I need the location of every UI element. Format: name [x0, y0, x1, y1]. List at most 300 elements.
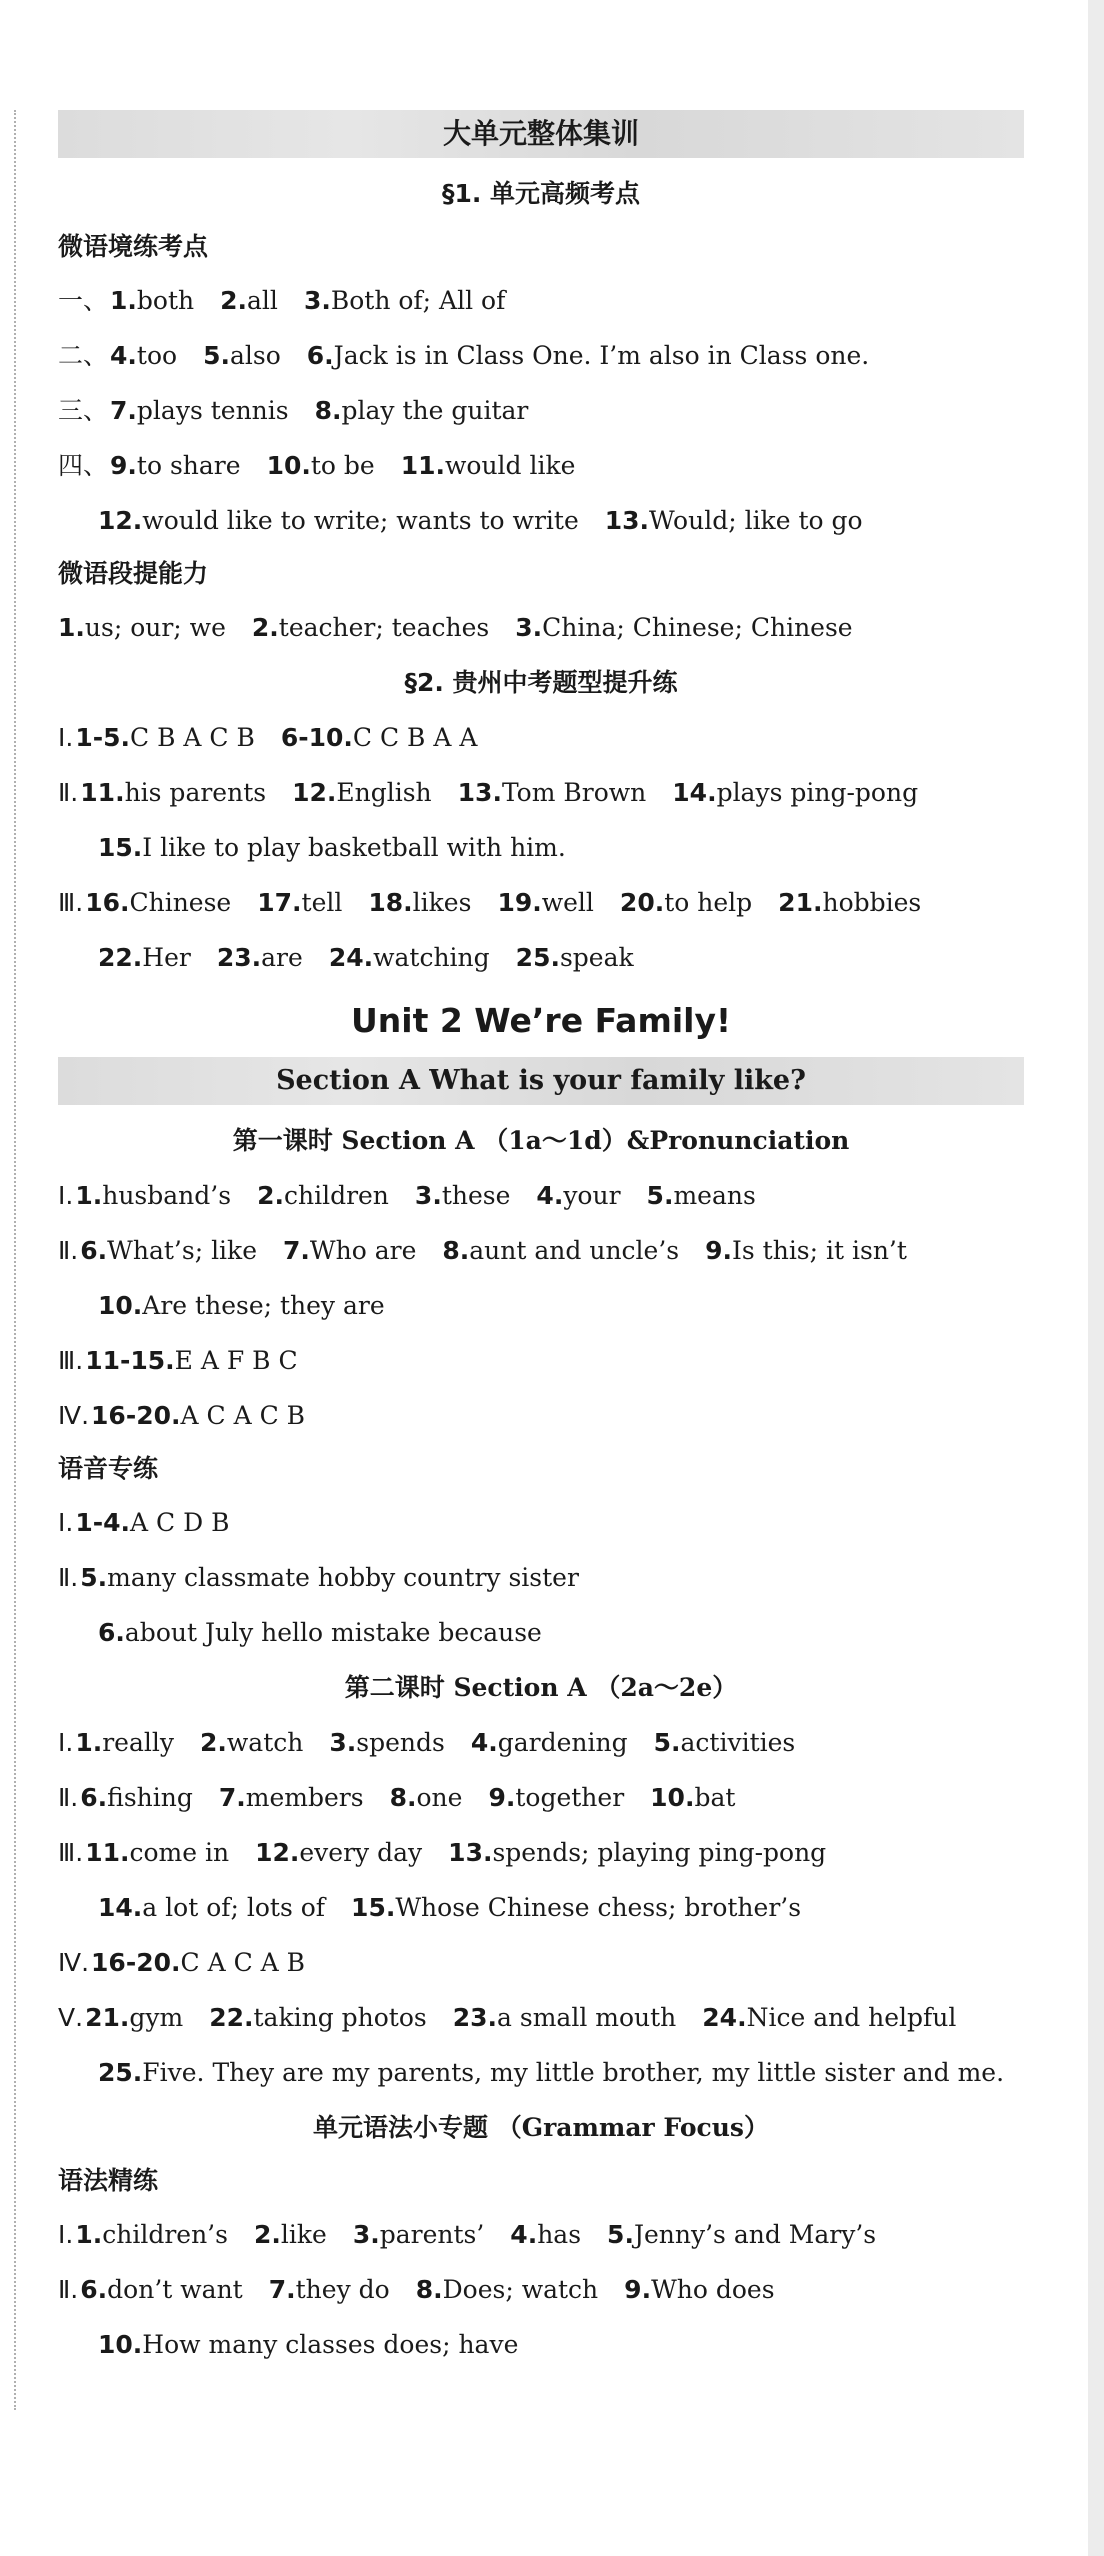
- section-marker: Ⅱ.: [58, 1563, 79, 1592]
- answer-text: Is this; it isn’t: [732, 1236, 907, 1265]
- answer-line: [58, 820, 1024, 875]
- answer-group: [58, 710, 1024, 985]
- number-dot: .: [97, 1236, 108, 1265]
- answer-text: What’s; like: [107, 1236, 258, 1265]
- section-marker: 二、: [58, 341, 109, 370]
- answer-text: has: [537, 2220, 582, 2249]
- number-dot: .: [269, 613, 279, 642]
- number-dot: .: [403, 888, 413, 917]
- binding-margin-line: [14, 110, 16, 2410]
- answer-key-page: [58, 110, 1024, 2372]
- question-number: 4: [510, 2220, 528, 2249]
- question-number: 4: [110, 341, 128, 370]
- number-dot: .: [120, 1508, 130, 1537]
- answer-text: Her: [142, 943, 191, 972]
- number-dot: .: [220, 341, 230, 370]
- answer-line: [58, 1935, 1024, 1990]
- question-number: 8: [415, 2275, 434, 2304]
- answer-text: spends: [356, 1728, 445, 1757]
- question-number: 8: [389, 1783, 407, 1812]
- number-dot: .: [127, 451, 137, 480]
- number-dot: .: [363, 943, 374, 972]
- question-number: 17: [257, 888, 293, 917]
- number-dot: .: [812, 888, 823, 917]
- answer-text: speak: [559, 943, 634, 972]
- answer-line: [58, 1550, 1024, 1605]
- question-number: 9: [705, 1236, 723, 1265]
- number-dot: .: [132, 2330, 143, 2359]
- answer-text: bat: [694, 1783, 736, 1812]
- answer-text: well: [541, 888, 594, 917]
- answer-text: they do: [295, 2275, 390, 2304]
- answer-text: C C B A A: [352, 723, 478, 752]
- question-number: 2: [200, 1728, 218, 1757]
- section-marker: Ⅳ.: [58, 1401, 90, 1430]
- number-dot: .: [326, 778, 337, 807]
- answer-text: spends; playing ping-pong: [492, 1838, 827, 1867]
- answer-text: to help: [664, 888, 753, 917]
- answer-text: would like: [445, 451, 576, 480]
- answer-line: [58, 2317, 1024, 2372]
- answer-text: us; our; we: [84, 613, 226, 642]
- answer-line: [58, 930, 1024, 985]
- answer-text: hobbies: [822, 888, 922, 917]
- question-number: 1: [75, 1181, 93, 1210]
- number-dot: .: [532, 613, 543, 642]
- number-dot: .: [346, 1728, 357, 1757]
- answer-line: [58, 1770, 1024, 1825]
- question-number: 5: [203, 341, 221, 370]
- number-dot: .: [343, 723, 353, 752]
- answer-text: Who are: [309, 1236, 417, 1265]
- answer-line: [58, 1990, 1024, 2045]
- question-number: 15: [351, 1893, 386, 1922]
- answer-text: Five. They are my parents, my little brother, my little sister and me.: [142, 2058, 1005, 2087]
- question-number: 5: [653, 1728, 671, 1757]
- question-number: 8: [442, 1236, 460, 1265]
- question-number: 23: [452, 2003, 488, 2032]
- section-marker: Ⅲ.: [58, 1838, 84, 1867]
- answer-text: these: [441, 1181, 511, 1210]
- question-number: 9: [624, 2275, 642, 2304]
- question-number: 7: [110, 396, 128, 425]
- question-number: 14: [672, 778, 708, 807]
- answer-text: don’t want: [107, 2275, 243, 2304]
- number-dot: .: [274, 1181, 284, 1210]
- question-number: 4: [470, 1728, 489, 1757]
- answer-line: [58, 600, 1024, 655]
- answer-line: [58, 383, 1024, 438]
- question-number: 9: [488, 1783, 506, 1812]
- answer-text: to be: [310, 451, 375, 480]
- number-dot: .: [505, 1783, 516, 1812]
- number-dot: .: [433, 2275, 443, 2304]
- number-dot: .: [654, 888, 665, 917]
- question-number: 21: [85, 2003, 120, 2032]
- answer-text: taking photos: [253, 2003, 427, 2032]
- number-dot: .: [132, 506, 143, 535]
- number-dot: .: [300, 1236, 310, 1265]
- question-number: 23: [216, 943, 252, 972]
- section-marker: Ⅰ.: [58, 1508, 74, 1537]
- answer-line: [58, 1278, 1024, 1333]
- question-number: 18: [368, 888, 404, 917]
- number-dot: .: [132, 1893, 143, 1922]
- unit-review-banner: 大单元整体集训: [58, 110, 1024, 158]
- question-number: 21: [778, 888, 813, 917]
- question-number: 2: [257, 1181, 275, 1210]
- question-number: 13: [604, 506, 640, 535]
- number-dot: .: [92, 1728, 103, 1757]
- answer-line: [58, 1333, 1024, 1388]
- number-dot: .: [385, 1893, 396, 1922]
- answer-text: A C D B: [130, 1508, 230, 1537]
- answer-line: [58, 2045, 1024, 2100]
- question-number: 10: [98, 2330, 133, 2359]
- answer-text: are: [261, 943, 303, 972]
- section-marker: Ⅴ.: [58, 2003, 84, 2032]
- answer-text: a lot of; lots of: [142, 1893, 326, 1922]
- answer-text: too: [136, 341, 178, 370]
- number-dot: .: [324, 341, 334, 370]
- question-number: 4: [536, 1181, 554, 1210]
- number-dot: .: [127, 396, 137, 425]
- number-dot: .: [487, 2003, 498, 2032]
- answer-line: [58, 875, 1024, 930]
- question-number: 3: [329, 1728, 347, 1757]
- number-dot: .: [407, 1783, 417, 1812]
- question-number: 1-5: [75, 723, 121, 752]
- question-number: 7: [283, 1236, 301, 1265]
- question-number: 12: [292, 778, 327, 807]
- answer-text: tell: [301, 888, 343, 917]
- answer-text: How many classes does; have: [142, 2330, 519, 2359]
- answer-text: likes: [412, 888, 472, 917]
- question-number: 1: [75, 1728, 93, 1757]
- answer-text: both: [136, 286, 195, 315]
- number-dot: .: [488, 1728, 498, 1757]
- number-dot: .: [97, 2275, 108, 2304]
- section-marker: Ⅰ.: [58, 723, 74, 752]
- question-number: 25: [98, 2058, 133, 2087]
- question-number: 6-10: [280, 723, 344, 752]
- section-marker: 三、: [58, 396, 109, 425]
- answer-text: a small mouth: [497, 2003, 677, 2032]
- question-number: 9: [110, 451, 128, 480]
- number-dot: .: [639, 506, 650, 535]
- answer-text: husband’s: [102, 1181, 232, 1210]
- number-dot: .: [171, 1948, 181, 1977]
- number-dot: .: [132, 943, 143, 972]
- answer-text: Does; watch: [442, 2275, 599, 2304]
- number-dot: .: [301, 451, 311, 480]
- number-dot: .: [132, 2058, 143, 2087]
- answer-text: C B A C B: [130, 723, 255, 752]
- answer-line: [58, 493, 1024, 548]
- number-dot: .: [119, 888, 130, 917]
- answer-line: [58, 328, 1024, 383]
- question-number: 13: [457, 778, 493, 807]
- answer-line: [58, 1168, 1024, 1223]
- answer-text: teacher; teaches: [278, 613, 490, 642]
- number-dot: .: [120, 723, 130, 752]
- question-number: 22: [209, 2003, 244, 2032]
- number-dot: .: [115, 1618, 125, 1647]
- answer-text: Jack is in Class One. I’m also in Class one.: [333, 341, 870, 370]
- number-dot: .: [370, 2220, 380, 2249]
- number-dot: .: [286, 2275, 296, 2304]
- number-dot: .: [251, 943, 262, 972]
- number-dot: .: [527, 2220, 538, 2249]
- number-dot: .: [641, 2275, 652, 2304]
- question-number: 11: [400, 451, 436, 480]
- number-dot: .: [292, 888, 302, 917]
- number-dot: .: [237, 286, 248, 315]
- question-number: 3: [352, 2220, 371, 2249]
- question-number: 11-15: [85, 1346, 166, 1375]
- question-number: 6: [80, 1783, 98, 1812]
- question-number: 10: [98, 1291, 133, 1320]
- number-dot: .: [97, 1563, 108, 1592]
- number-dot: .: [217, 1728, 227, 1757]
- section-marker: Ⅱ.: [58, 778, 79, 807]
- number-dot: .: [722, 1236, 733, 1265]
- question-number: 6: [306, 341, 325, 370]
- question-number: 15: [98, 833, 133, 862]
- question-number: 2: [253, 2220, 272, 2249]
- question-number: 1: [75, 2220, 93, 2249]
- number-dot: .: [624, 2220, 634, 2249]
- answer-text: about July hello mistake because: [124, 1618, 542, 1647]
- subhead-phonetics: 语音专练: [58, 1454, 159, 1483]
- answer-text: watching: [373, 943, 490, 972]
- section-marker: Ⅰ.: [58, 2220, 74, 2249]
- question-number: 14: [98, 1893, 133, 1922]
- answer-text: Who does: [651, 2275, 775, 2304]
- number-dot: .: [432, 1181, 442, 1210]
- answer-line: [58, 1223, 1024, 1278]
- number-dot: .: [92, 1181, 103, 1210]
- question-number: 3: [303, 286, 322, 315]
- question-number: 24: [328, 943, 364, 972]
- section-marker: Ⅰ.: [58, 1728, 74, 1757]
- section-marker: 一、: [58, 286, 109, 315]
- question-number: 16-20: [91, 1948, 171, 1977]
- section-marker: Ⅱ.: [58, 1236, 79, 1265]
- question-number: 2: [251, 613, 270, 642]
- answer-text: many classmate hobby country sister: [107, 1563, 579, 1592]
- question-number: 13: [448, 1838, 483, 1867]
- number-dot: .: [75, 613, 85, 642]
- section-marker: 四、: [58, 451, 109, 480]
- number-dot: .: [171, 1401, 181, 1430]
- question-number: 5: [80, 1563, 98, 1592]
- answer-text: fishing: [107, 1783, 193, 1812]
- number-dot: .: [119, 2003, 130, 2032]
- answer-text: means: [673, 1181, 756, 1210]
- grammar-focus-title: 单元语法小专题 （Grammar Focus）: [313, 2113, 769, 2142]
- answer-line: [58, 710, 1024, 765]
- answer-text: children: [283, 1181, 389, 1210]
- answer-text: gardening: [497, 1728, 628, 1757]
- number-dot: .: [492, 778, 502, 807]
- question-number: 20: [619, 888, 655, 917]
- answer-text: really: [102, 1728, 174, 1757]
- question-number: 5: [646, 1181, 664, 1210]
- number-dot: .: [532, 888, 542, 917]
- answer-text: to share: [136, 451, 241, 480]
- answer-text: activities: [680, 1728, 796, 1757]
- question-number: 1-4: [75, 1508, 121, 1537]
- question-number: 6: [98, 1618, 116, 1647]
- answer-text: Would; like to go: [649, 506, 863, 535]
- answer-text: Are these; they are: [142, 1291, 385, 1320]
- answer-text: Whose Chinese chess; brother’s: [395, 1893, 802, 1922]
- page-edge: [1088, 0, 1104, 2556]
- number-dot: .: [737, 2003, 747, 2032]
- number-dot: .: [244, 2003, 254, 2032]
- number-dot: .: [482, 1838, 493, 1867]
- answer-text: members: [245, 1783, 364, 1812]
- question-number: 10: [266, 451, 302, 480]
- section-marker: Ⅲ.: [58, 1346, 84, 1375]
- answer-line: [58, 1605, 1024, 1660]
- number-dot: .: [97, 1783, 108, 1812]
- answer-group: [58, 600, 1024, 655]
- question-number: 12: [255, 1838, 290, 1867]
- answer-text: plays ping-pong: [716, 778, 919, 807]
- answer-text: E A F B C: [174, 1346, 298, 1375]
- unit-title: Unit 2 We’re Family!: [350, 1001, 732, 1040]
- answer-line: [58, 1880, 1024, 1935]
- number-dot: .: [127, 286, 137, 315]
- question-number: 3: [414, 1181, 433, 1210]
- number-dot: .: [165, 1346, 175, 1375]
- question-number: 1: [110, 286, 128, 315]
- answer-text: China; Chinese; Chinese: [542, 613, 853, 642]
- section-marker: Ⅱ.: [58, 1783, 79, 1812]
- section-marker: Ⅳ.: [58, 1948, 90, 1977]
- number-dot: .: [435, 451, 445, 480]
- answer-line: [58, 2262, 1024, 2317]
- number-dot: .: [289, 1838, 300, 1867]
- number-dot: .: [671, 1728, 681, 1757]
- answer-text: aunt and uncle’s: [469, 1236, 680, 1265]
- answer-text: together: [515, 1783, 625, 1812]
- number-dot: .: [127, 341, 137, 370]
- question-number: 8: [314, 396, 333, 425]
- subhead-micro-paragraph: 微语段提能力: [58, 559, 209, 588]
- answer-group: [58, 1715, 1024, 2100]
- number-dot: .: [115, 778, 125, 807]
- question-number: 6: [80, 2275, 98, 2304]
- answer-text: Chinese: [129, 888, 232, 917]
- answer-text: his parents: [124, 778, 267, 807]
- number-dot: .: [707, 778, 717, 807]
- question-number: 3: [515, 613, 533, 642]
- answer-text: come in: [129, 1838, 230, 1867]
- question-number: 6: [80, 1236, 98, 1265]
- answer-line: [58, 765, 1024, 820]
- answer-text: gym: [129, 2003, 184, 2032]
- section-a-banner: Section A What is your family like?: [58, 1057, 1024, 1105]
- question-number: 19: [497, 888, 533, 917]
- question-number: 12: [98, 506, 133, 535]
- question-number: 5: [607, 2220, 625, 2249]
- number-dot: .: [132, 1291, 143, 1320]
- question-number: 7: [218, 1783, 237, 1812]
- answer-group: [58, 2207, 1024, 2372]
- question-number: 16: [85, 888, 120, 917]
- answer-text: watch: [226, 1728, 304, 1757]
- question-number: 11: [85, 1838, 120, 1867]
- question-number: 24: [702, 2003, 738, 2032]
- answer-text: children’s: [102, 2220, 228, 2249]
- answer-group: [58, 1168, 1024, 1443]
- answer-group: [58, 1495, 1024, 1660]
- number-dot: .: [550, 943, 560, 972]
- answer-text: parents’: [379, 2220, 485, 2249]
- number-dot: .: [321, 286, 331, 315]
- answer-text: like: [280, 2220, 327, 2249]
- answer-line: [58, 273, 1024, 328]
- question-number: 10: [650, 1783, 685, 1812]
- number-dot: .: [459, 1236, 470, 1265]
- answer-text: play the guitar: [341, 396, 529, 425]
- question-number: 16-20: [91, 1401, 171, 1430]
- subhead-grammar-practice: 语法精练: [58, 2166, 159, 2195]
- answer-text: English: [336, 778, 432, 807]
- answer-text: plays tennis: [136, 396, 289, 425]
- number-dot: .: [553, 1181, 564, 1210]
- question-number: 7: [268, 2275, 287, 2304]
- question-number: 11: [80, 778, 116, 807]
- answer-text: A C A C B: [180, 1401, 306, 1430]
- number-dot: .: [92, 2220, 103, 2249]
- answer-line: [58, 1495, 1024, 1550]
- number-dot: .: [684, 1783, 695, 1812]
- subhead-micro-context: 微语境练考点: [58, 232, 209, 261]
- answer-text: your: [563, 1181, 621, 1210]
- question-number: 22: [98, 943, 133, 972]
- answer-line: [58, 2207, 1024, 2262]
- answer-text: also: [229, 341, 281, 370]
- answer-text: Jenny’s and Mary’s: [633, 2220, 877, 2249]
- answer-text: all: [247, 286, 278, 315]
- answer-text: would like to write; wants to write: [142, 506, 579, 535]
- number-dot: .: [332, 396, 342, 425]
- answer-line: [58, 1388, 1024, 1443]
- question-number: 25: [515, 943, 551, 972]
- answer-line: [58, 1825, 1024, 1880]
- answer-text: Both of; All of: [330, 286, 506, 315]
- answer-line: [58, 438, 1024, 493]
- number-dot: .: [663, 1181, 674, 1210]
- section-marker: Ⅱ.: [58, 2275, 79, 2304]
- answer-text: C A C A B: [180, 1948, 306, 1977]
- section-marker: Ⅲ.: [58, 888, 84, 917]
- number-dot: .: [119, 1838, 130, 1867]
- section-marker: Ⅰ.: [58, 1181, 74, 1210]
- question-number: 2: [220, 286, 238, 315]
- section-title-2: §2. 贵州中考题型提升练: [404, 668, 678, 697]
- answer-group: [58, 273, 1024, 548]
- number-dot: .: [132, 833, 143, 862]
- answer-line: [58, 1715, 1024, 1770]
- answer-text: I like to play basketball with him.: [142, 833, 566, 862]
- lesson-1-title: 第一课时 Section A （1a～1d）&Pronunciation: [232, 1126, 850, 1155]
- answer-text: Tom Brown: [501, 778, 647, 807]
